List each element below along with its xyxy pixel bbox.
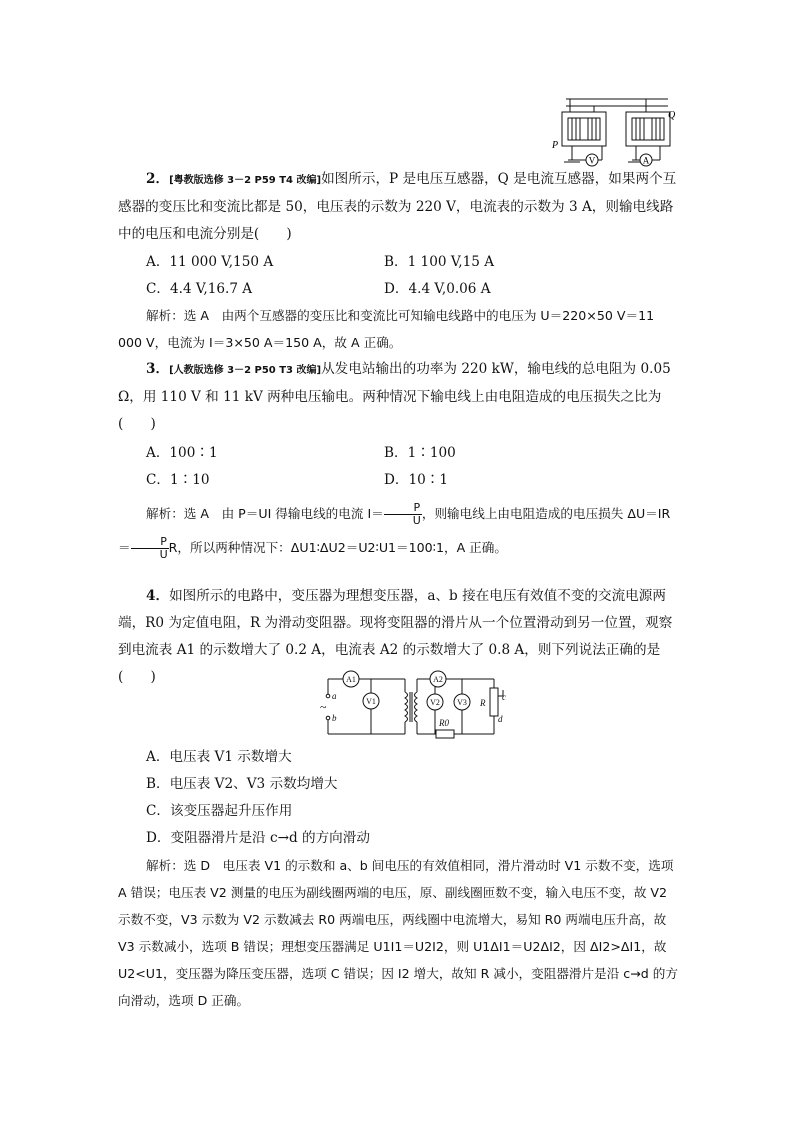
q3-stem-text: 从发电站输出的功率为 220 kW，输电线的总电阻为 0.05 Ω，用 110 V 和 11 kV 两种电压输电。两种情况下输电线上由电阻造成的电压损失之比为( ): [118, 361, 671, 432]
q4-analysis: 解析：选 D 电压表 V1 的示数和 a、b 间电压的有效值相同，滑片滑动时 V1 示数不变，选项 A 错误；电压表 V2 测量的电压为副线圈两端的电压，原、副线圈匝数不变，输入电压不变，故 V2 示数不变，V3 示数为 V2 示数减去 R0 两端电压，两线圈中电流增大，易知 R0 两端电压升高，故 V3 示数减小，选项 B 错误；理想变压器满足 U1I1＝U2I2，则 U1ΔI1＝U2ΔI2，因 ΔI2>ΔI1，故 U2<U1，变压器为降压变压器，选项 C 错误；因 I2 增大，故知 R 减小，变阻器滑片是沿 c→d 的方向滑动，选项 D 正确。: [118, 858, 678, 1008]
q4-terminal-a: [326, 694, 330, 698]
q4-label-a1: A1: [346, 675, 356, 684]
q3-source: [人教版选修 3－2 P50 T3 改编]: [169, 365, 322, 376]
q3-analysis-part3: R，所以两种情况下：ΔU1∶ΔU2＝U2∶U1＝100∶1，A 正确。: [168, 540, 507, 555]
q2-number: 2．: [146, 171, 170, 187]
q2-stem: [118, 166, 678, 248]
q3-option-c: C．1∶10: [146, 472, 210, 488]
q4-circuit-figure: [314, 666, 512, 740]
q2-label-q: Q: [668, 110, 676, 121]
q4-option-d: D．变阻器滑片是沿 c→d 的方向滑动: [146, 830, 370, 846]
q2-option-b: B．1 100 V,15 A: [384, 254, 495, 270]
q2-voltmeter-label: V: [588, 155, 596, 166]
q4-rheostat-r: [490, 688, 498, 716]
q4-label-c: c: [502, 692, 506, 702]
q4-option-a: A．电压表 V1 示数增大: [146, 749, 292, 765]
q3-analysis-part1: 解析：选 A 由 P＝UI 得输电线的电流 I＝: [146, 506, 384, 521]
q4-terminal-b: [326, 716, 330, 720]
q2-stem-text: 如图所示，P 是电压互感器，Q 是电流互感器，如果两个互感器的变压比和变流比都是 50，电压表的示数为 220 V，电流表的示数为 3 A，则输电线路中的电压和电流分别是( ): [118, 171, 677, 242]
q3-frac1-num: P: [384, 502, 422, 515]
q4-label-b: b: [332, 713, 337, 723]
q3-stem: [118, 356, 678, 438]
q3-number: 3．: [146, 361, 170, 377]
q2-ammeter-label: A: [642, 155, 650, 166]
q3-option-b: B．1∶100: [384, 445, 456, 461]
q2-option-c: C．4.4 V,16.7 A: [146, 281, 253, 297]
q3-fraction-1: [384, 502, 422, 527]
q3-analysis-part2: ，则输电线上由电阻造成的电压损失 ΔU＝IR＝: [118, 506, 671, 555]
q4-label-r0: R0: [439, 718, 449, 728]
q4-stem-text: 如图所示的电路中，变压器为理想变压器，a、b 接在电压有效值不变的交流电源两端，R0 为定值电阻，R 为滑动变阻器。现将变阻器的滑片从一个位置滑动到另一位置，观察到电流表 A1 的示数增大了 0.2 A，电流表 A2 的示数增大了 0.8 A，则下列说法正确的是( ): [118, 588, 673, 685]
q4-label-a: a: [332, 691, 337, 701]
q3-analysis: [118, 497, 678, 565]
q4-label-v3: V3: [457, 698, 467, 707]
q4-label-r: R: [480, 698, 486, 708]
q2-figure: [548, 96, 676, 168]
q3-option-a: A．100∶1: [146, 445, 218, 461]
q3-frac2-num: P: [131, 536, 169, 549]
q2-option-d: D．4.4 V,0.06 A: [384, 281, 491, 297]
q4-label-d: d: [498, 714, 503, 724]
q4-option-b: B．电压表 V2、V3 示数均增大: [146, 776, 338, 792]
q4-label-a2: A2: [433, 675, 443, 684]
q3-frac1-den: U: [412, 514, 421, 527]
q4-number: 4．: [146, 588, 170, 604]
q3-option-d: D．10∶1: [384, 472, 449, 488]
q3-frac2-den: U: [159, 548, 168, 561]
q4-resistor-r0: [436, 730, 454, 738]
q4-label-v2: V2: [430, 698, 440, 707]
q3-fraction-2: [131, 536, 169, 561]
q2-source: [粤教版选修 3－2 P59 T4 改编]: [169, 175, 322, 186]
q4-ac-source-symbol: ~: [320, 700, 327, 714]
q2-label-p: P: [552, 140, 559, 151]
q2-option-a: A．11 000 V,150 A: [146, 254, 274, 270]
q4-option-c: C．该变压器起升压作用: [146, 803, 293, 819]
q4-label-v1: V1: [366, 697, 376, 706]
q2-analysis: 解析：选 A 由两个互感器的变压比和变流比可知输电线路中的电压为 U＝220×50 V＝11 000 V，电流为 I＝3×50 A＝150 A，故 A 正确。: [118, 308, 655, 350]
